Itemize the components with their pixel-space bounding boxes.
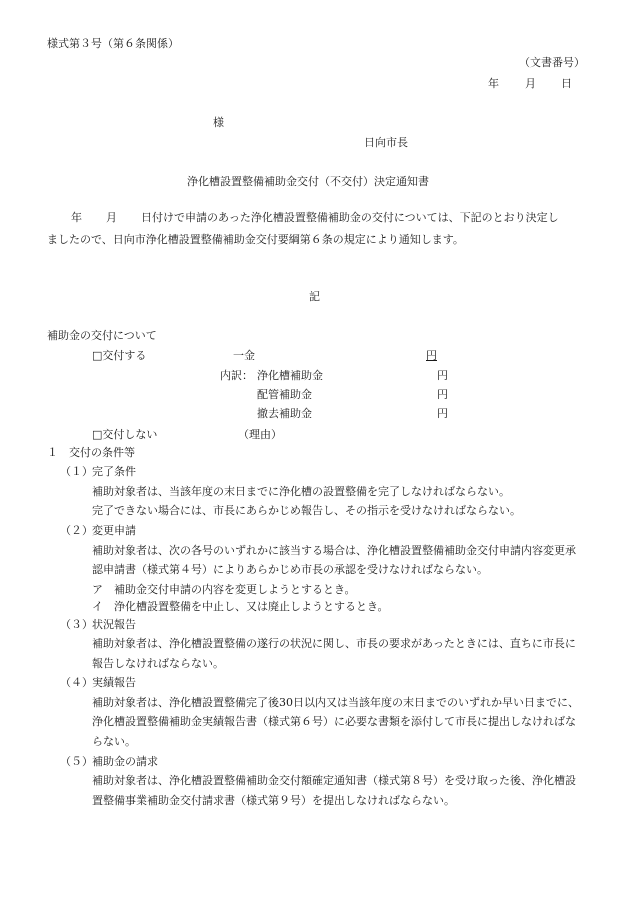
section-4-title: 実績報告 — [92, 676, 136, 689]
issuer: 日向市長 — [364, 136, 408, 149]
total-amount-line — [233, 349, 438, 362]
section-2-title: 変更申請 — [92, 524, 136, 537]
section-1-line-2: 完了できない場合には、市長にあらかじめ報告し、その指示を受けなければならない。 — [92, 504, 521, 517]
section-3-line-2: 報告しなければならない。 — [92, 657, 224, 670]
conditions-heading: １ 交付の条件等 — [47, 446, 135, 459]
form-id: 様式第３号（第６条関係） — [47, 37, 179, 50]
section-2-number: （２） — [60, 524, 93, 537]
section-1-number: （１） — [60, 465, 93, 478]
intro-line-2: ましたので、日向市浄化槽設置整備補助金交付要綱第６条の規定により通知します。 — [47, 233, 464, 246]
section-4-line-3: らない。 — [92, 735, 136, 748]
item-piping: 配管補助金 — [257, 388, 312, 401]
section-5-line-2: 置整備事業補助金交付請求書（様式第９号）を提出しなければならない。 — [92, 794, 455, 807]
document-number: （文書番号） — [519, 56, 585, 69]
item-removal: 撤去補助金 — [257, 407, 312, 420]
date-year-label: 年 — [488, 77, 499, 90]
deny-checkbox-label: □交付しない — [92, 428, 158, 441]
section-4-line-1: 補助対象者は、浄化槽設置整備完了後30日以内又は当該年度の末日までのいずれか早い日までに、 — [92, 696, 579, 709]
section-3-number: （３） — [60, 618, 93, 631]
section-5-line-1: 補助対象者は、浄化槽設置整備補助金交付額確定通知書（様式第８号）を受け取った後、浄化槽設 — [92, 774, 576, 787]
date-month-label: 月 — [525, 77, 536, 90]
grant-heading: 補助金の交付について — [47, 329, 157, 342]
section-3-line-1: 補助対象者は、浄化槽設置整備の遂行の状況に関し、市長の要求があったときには、直ちに市長に — [92, 637, 576, 650]
section-5-title: 補助金の請求 — [92, 755, 158, 768]
total-yen: 円 — [426, 349, 437, 362]
section-2-line-1: 補助対象者は、次の各号のいずれかに該当する場合は、浄化槽設置整備補助金交付申請内容変更承 — [92, 544, 576, 557]
date-day-label: 日 — [561, 77, 572, 90]
intro-year-label: 年 — [71, 211, 82, 224]
section-5-number: （５） — [60, 755, 93, 768]
section-2-item-a: ア 補助金交付申請の内容を変更しようとするとき。 — [92, 583, 356, 596]
intro-line-1: 日付けで申請のあった浄化槽設置整備補助金の交付については、下記のとおり決定し — [141, 211, 559, 224]
section-1-line-1: 補助対象者は、当該年度の末日までに浄化槽の設置整備を完了しなければならない。 — [92, 485, 510, 498]
intro-month-label: 月 — [106, 211, 117, 224]
section-3-title: 状況報告 — [92, 618, 136, 631]
approve-checkbox-label: □交付する — [92, 349, 147, 362]
document-title: 浄化槽設置整備補助金交付（不交付）決定通知書 — [187, 175, 429, 188]
section-1-title: 完了条件 — [92, 465, 136, 478]
reason-label: （理由） — [238, 428, 282, 441]
section-2-line-2: 認申請書（様式第４号）によりあらかじめ市長の承認を受けなければならない。 — [92, 563, 488, 576]
addressee-suffix: 様 — [213, 116, 224, 129]
item-septic-tank-yen: 円 — [437, 369, 448, 382]
item-septic-tank: 浄化槽補助金 — [257, 369, 323, 382]
section-4-number: （４） — [60, 676, 93, 689]
section-4-line-2: 浄化槽設置整備補助金実績報告書（様式第６号）に必要な書類を添付して市長に提出しなければな — [92, 715, 576, 728]
item-piping-yen: 円 — [437, 388, 448, 401]
breakdown-label: 内訳： — [220, 369, 253, 382]
total-amount-prefix: 一金 — [233, 349, 255, 362]
section-2-item-i: イ 浄化槽設置整備を中止し、又は廃止しようとするとき。 — [92, 600, 389, 613]
ki-heading: 記 — [309, 290, 320, 303]
item-removal-yen: 円 — [437, 407, 448, 420]
